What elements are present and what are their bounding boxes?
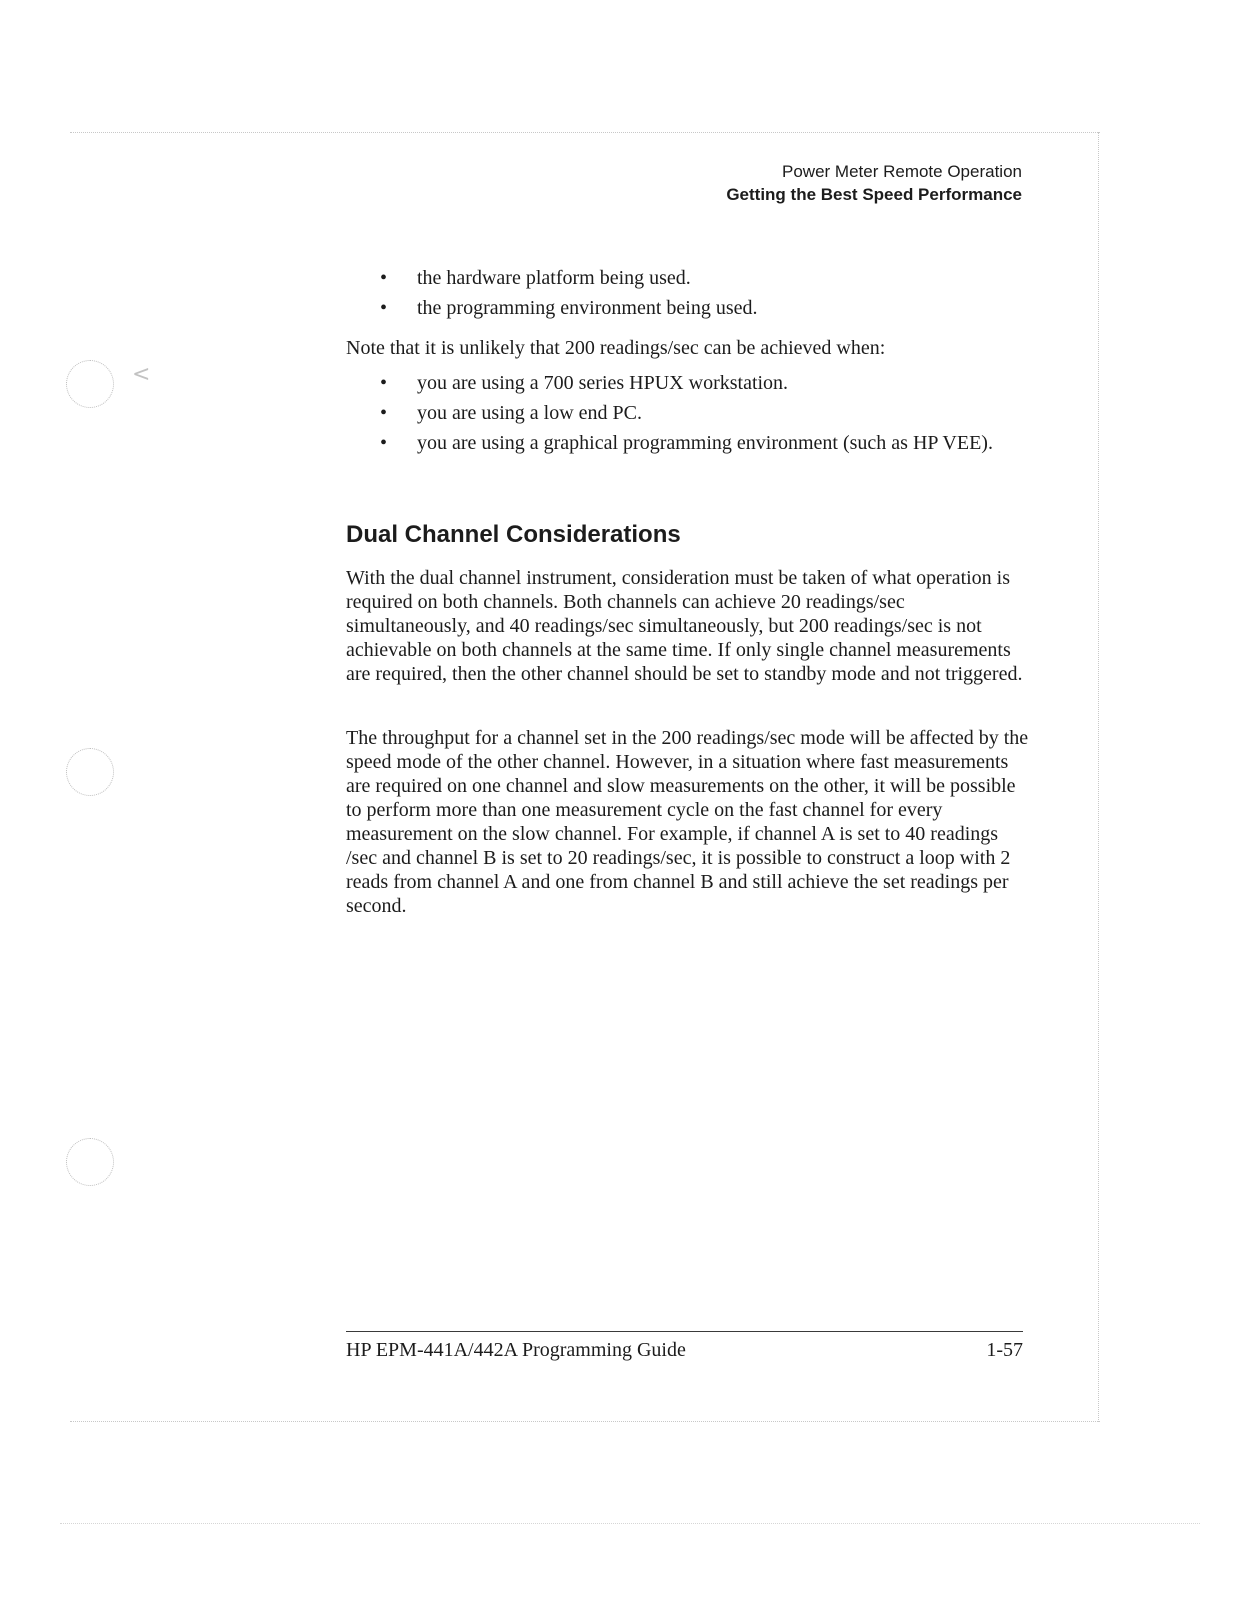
trim-line-right	[1098, 132, 1099, 1422]
bullet-list-conditions	[380, 371, 1030, 461]
punch-hole-middle	[66, 748, 114, 796]
list-item	[380, 266, 1030, 290]
bullet-icon: •	[380, 402, 388, 424]
bullet-icon: •	[380, 267, 388, 289]
bullet-icon: •	[380, 297, 388, 319]
bullet-icon: •	[380, 432, 388, 454]
punch-hole-bottom	[66, 1138, 114, 1186]
trim-line-bottom	[70, 1421, 1100, 1422]
list-item-text: you are using a low end PC.	[417, 402, 642, 424]
bullet-icon: •	[380, 372, 388, 394]
list-item-text: you are using a 700 series HPUX workstation.	[417, 372, 789, 394]
footer-title: HP EPM-441A/442A Programming Guide	[346, 1339, 686, 1361]
list-item	[380, 296, 1030, 320]
punch-hole-top	[66, 360, 114, 408]
bullet-list-factors	[380, 266, 1030, 326]
body-paragraph: With the dual channel instrument, consideration must be taken of what operation is required on both channels. Both channels can achieve 20 readings/sec simultaneously, and 40 readings/sec simultaneously, but 200 readings/sec is not achievable on both channels at the same time. If only single channel measurements are required, then the other channel should be set to standby mode and not triggered.	[346, 567, 1023, 685]
list-item	[380, 431, 1030, 455]
note-paragraph: Note that it is unlikely that 200 readings/sec can be achieved when:	[346, 337, 886, 359]
page-number: 1-57	[986, 1339, 1023, 1361]
footer-rule	[346, 1331, 1023, 1332]
list-item	[380, 401, 1030, 425]
running-header	[726, 160, 1022, 206]
trim-line-lower	[60, 1523, 1200, 1524]
section-heading: Dual Channel Considerations	[346, 521, 681, 548]
list-item-text: the programming environment being used.	[417, 297, 758, 319]
trim-line-top	[70, 132, 1100, 133]
list-item	[380, 371, 1030, 395]
body-paragraph: The throughput for a channel set in the 200 readings/sec mode will be affected by the speed mode of the other channel. However, in a situation where fast measurements are required on one channel and slow measurements on the other, it will be possible to perform more than one measurement cycle on the fast channel for every measurement on the slow channel. For example, if channel A is set to 40 readings /sec and channel B is set to 20 readings/sec, it is possible to construct a loop with 2 reads from channel A and one from channel B and still achieve the set readings per second.	[346, 727, 1029, 917]
list-item-text: you are using a graphical programming environment (such as HP VEE).	[417, 432, 993, 454]
list-item-text: the hardware platform being used.	[417, 267, 691, 289]
chapter-title: Power Meter Remote Operation	[782, 162, 1022, 181]
margin-mark: <	[132, 362, 151, 387]
section-title: Getting the Best Speed Performance	[726, 185, 1022, 204]
